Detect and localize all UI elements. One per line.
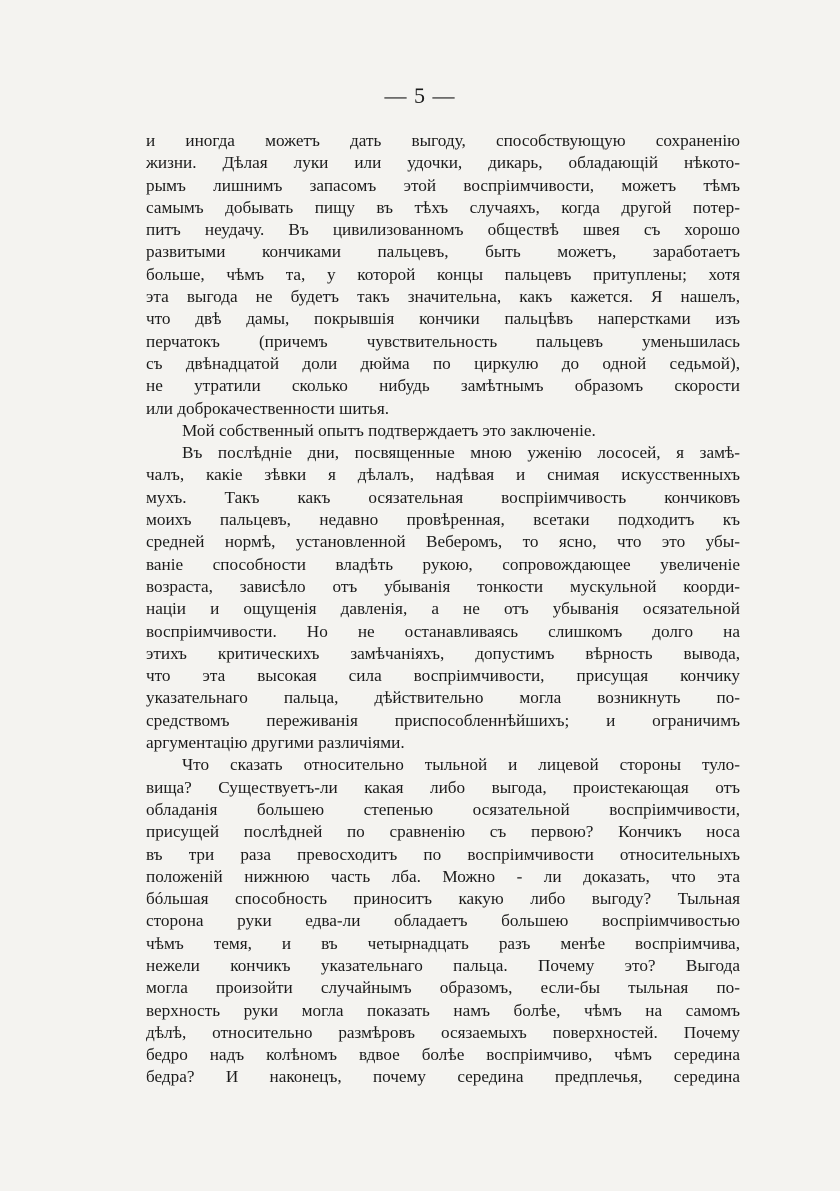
text-line: указательнаго пальца, дѣйствительно могла возникнуть по- xyxy=(146,688,740,708)
text-line: больше, чѣмъ та, у которой концы пальцевъ притуплены; хотя xyxy=(146,264,740,284)
body-text xyxy=(146,130,740,1089)
text-line: этихъ критическихъ замѣчаніяхъ, допустимъ вѣрность вывода, xyxy=(146,643,740,663)
text-line: эта выгода не будетъ такъ значительна, какъ кажется. Я нашелъ, xyxy=(146,287,740,307)
text-line: верхность руки могла показать намъ болѣе, чѣмъ на самомъ xyxy=(146,1000,740,1020)
text-line: перчатокъ (причемъ чувствительность пальцевъ уменьшилась xyxy=(146,331,740,351)
text-line: средствомъ переживанія приспособленнѣйшихъ; и ограничимъ xyxy=(146,710,740,730)
text-line: питъ неудачу. Въ цивилизованномъ обществѣ швея съ хорошо xyxy=(146,220,740,240)
text-line: Что сказать относительно тыльной и лицевой стороны туло- xyxy=(182,755,740,775)
text-line: положеній нижнюю часть лба. Можно - ли доказать, что эта xyxy=(146,866,740,886)
text-line: присущей послѣдней по сравненію съ первою? Кончикъ носа xyxy=(146,822,740,842)
text-line: развитыми кончиками пальцевъ, быть можетъ, заработаетъ xyxy=(146,242,740,262)
text-line: воспріимчивости. Но не останавливаясь слишкомъ долго на xyxy=(146,621,740,641)
text-line: ваніе способности владѣть рукою, сопровождающее увеличеніе xyxy=(146,554,740,574)
text-line: бóльшая способность приноситъ какую либо выгоду? Тыльная xyxy=(146,889,740,909)
text-line: бедро надъ колѣномъ вдвое болѣе воспріимчиво, чѣмъ середина xyxy=(146,1045,740,1065)
text-line: націи и ощущенія давленія, а не отъ убыванія осязательной xyxy=(146,599,740,619)
page-number: — 5 — xyxy=(384,83,456,108)
text-line: средней нормѣ, установленной Веберомъ, то ясно, что это убы- xyxy=(146,532,740,552)
text-line: моихъ пальцевъ, недавно провѣренная, всетаки подходитъ къ xyxy=(146,510,740,530)
text-line: и иногда можетъ дать выгоду, способствующую сохраненію xyxy=(146,131,740,150)
text-line: рымъ лишнимъ запасомъ этой воспріимчивости, можетъ тѣмъ xyxy=(146,175,740,195)
text-line: нежели кончикъ указательнаго пальца. Почему это? Выгода xyxy=(146,955,740,975)
text-line: что двѣ дамы, покрывшія кончики пальцѣвъ наперстками изъ xyxy=(146,309,740,329)
text-line: обладанія большею степенью осязательной воспріимчивости, xyxy=(146,799,740,819)
text-line: съ двѣнадцатой доли дюйма по циркулю до одной седьмой), xyxy=(146,353,740,373)
text-line: дѣлѣ, относительно размѣровъ осязаемыхъ поверхностей. Почему xyxy=(146,1022,740,1042)
text-line: самымъ добывать пищу въ тѣхъ случаяхъ, когда другой потер- xyxy=(146,197,740,217)
text-line: въ три раза превосходитъ по воспріимчивости относительныхъ xyxy=(146,844,740,864)
text-line: аргументацію другими различіями. xyxy=(146,733,405,753)
text-line: возраста, зависѣло отъ убыванія тонкости мускульной коорди- xyxy=(146,576,740,596)
text-line: бедра? И наконецъ, почему середина предплечья, середина xyxy=(146,1067,740,1087)
text-line: могла произойти случайнымъ образомъ, если-бы тыльная по- xyxy=(146,978,740,998)
text-line: вища? Существуетъ-ли какая либо выгода, проистекающая отъ xyxy=(146,777,740,797)
text-line: или доброкачественности шитья. xyxy=(146,398,390,418)
text-line: сторона руки едва-ли обладаетъ большею воспріимчивостью xyxy=(146,911,740,931)
text-line: Въ послѣдніе дни, посвященные мною уженію лососей, я замѣ- xyxy=(182,443,740,463)
text-line: чалъ, какіе зѣвки я дѣлалъ, надѣвая и снимая искусственныхъ xyxy=(146,465,740,485)
text-line: что эта высокая сила воспріимчивости, присущая кончику xyxy=(146,666,740,686)
text-line: не утратили сколько нибудь замѣтнымъ образомъ скорости xyxy=(146,376,740,396)
text-line: жизни. Дѣлая луки или удочки, дикарь, обладающій нѣкото- xyxy=(146,153,740,173)
text-line: чѣмъ темя, и въ четырнадцать разъ менѣе воспріимчива, xyxy=(146,933,740,953)
text-line: Мой собственный опытъ подтверждаетъ это заключеніе. xyxy=(182,420,596,440)
text-line: мухъ. Такъ какъ осязательная воспріимчивость кончиковъ xyxy=(146,487,740,507)
